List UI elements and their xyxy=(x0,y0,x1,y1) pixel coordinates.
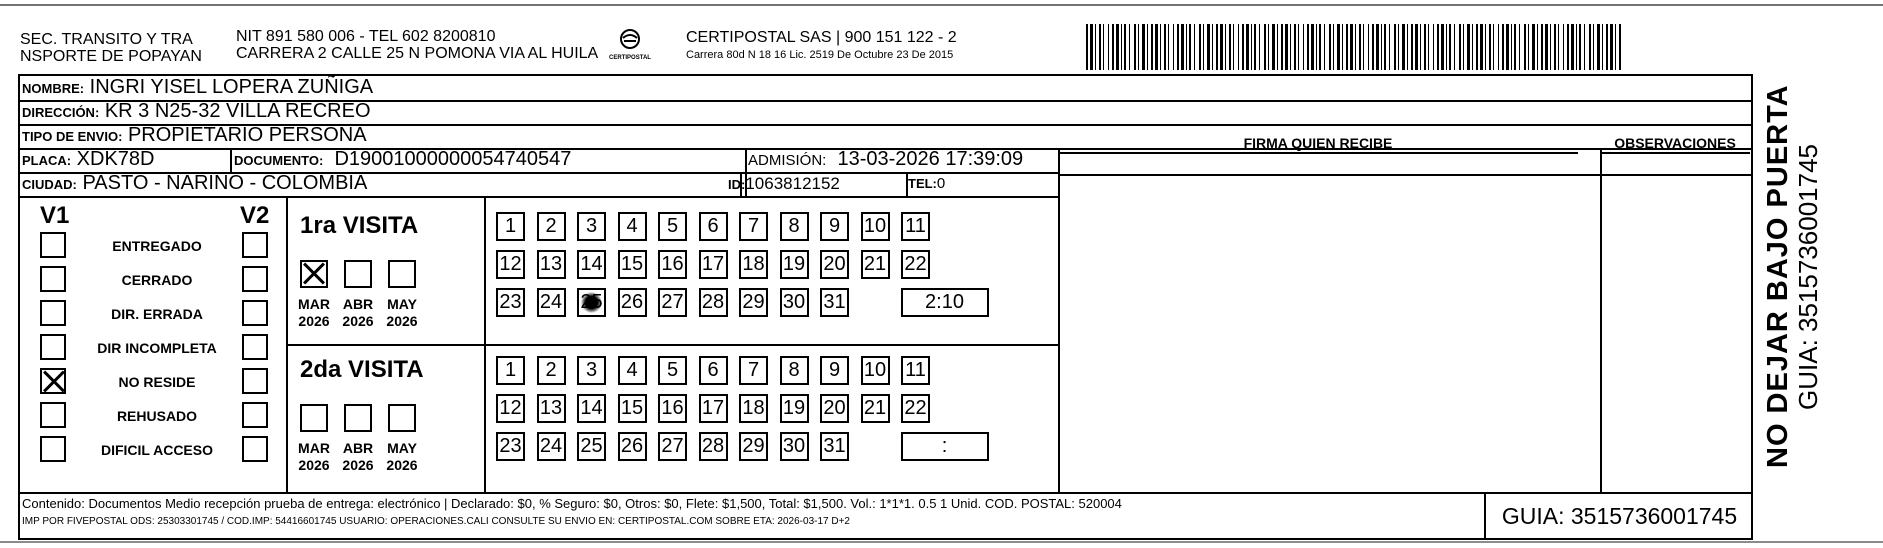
firma-header: FIRMA QUIEN RECIBE xyxy=(1243,135,1393,151)
day-box[interactable]: 11 xyxy=(901,212,930,241)
day-box[interactable]: 26 xyxy=(618,288,647,317)
v2-header: V2 xyxy=(240,202,270,229)
observaciones-header: OBSERVACIONES xyxy=(1614,135,1736,151)
v2-checkbox[interactable] xyxy=(242,334,268,360)
day-box[interactable]: 4 xyxy=(618,212,647,241)
month-label: MAY 2026 xyxy=(386,440,418,473)
day-box[interactable]: 13 xyxy=(537,250,566,279)
day-box[interactable]: 16 xyxy=(658,250,687,279)
day-box[interactable]: 25 xyxy=(577,288,606,317)
guia-box: GUIA: 3515736001745 xyxy=(1484,492,1753,540)
torn-edge-top xyxy=(0,0,1883,10)
day-box[interactable]: 2 xyxy=(537,212,566,241)
day-box[interactable]: 9 xyxy=(820,356,849,385)
day-box[interactable]: 22 xyxy=(901,394,930,423)
day-box[interactable]: 5 xyxy=(658,212,687,241)
ciudad-value: PASTO - NARINO - COLOMBIA xyxy=(82,172,368,194)
license-line: Carrera 80d N 18 16 Lic. 2519 De Octubre 23 De 2015 xyxy=(686,49,954,61)
day-box[interactable]: 20 xyxy=(820,394,849,423)
observaciones-area[interactable] xyxy=(1600,152,1750,488)
day-box[interactable]: 8 xyxy=(780,356,809,385)
day-box[interactable]: 7 xyxy=(739,356,768,385)
v2-checkbox[interactable] xyxy=(242,402,268,428)
v1-checkbox[interactable] xyxy=(40,368,66,394)
reason-label: DIR. ERRADA xyxy=(111,306,203,322)
day-box[interactable]: 2 xyxy=(537,356,566,385)
firma-area[interactable] xyxy=(1058,152,1578,488)
day-box[interactable]: 30 xyxy=(780,432,809,461)
time-box[interactable]: : xyxy=(901,432,989,461)
day-box[interactable]: 5 xyxy=(658,356,687,385)
nit-line: NIT 891 580 006 - TEL 602 8200810 xyxy=(236,28,496,45)
day-box[interactable]: 22 xyxy=(901,250,930,279)
tipo-envio-field: TIPO DE ENVIO: PROPIETARIO PERSONA xyxy=(22,124,367,146)
day-box[interactable]: 31 xyxy=(820,288,849,317)
month-checkbox[interactable] xyxy=(388,404,416,432)
day-box[interactable]: 31 xyxy=(820,432,849,461)
svg-text:CERTIPOSTAL: CERTIPOSTAL xyxy=(609,55,651,61)
v1-checkbox[interactable] xyxy=(40,266,66,292)
day-box[interactable]: 6 xyxy=(699,356,728,385)
day-box[interactable]: 21 xyxy=(861,394,890,423)
day-box[interactable]: 7 xyxy=(739,212,768,241)
day-box[interactable]: 17 xyxy=(699,250,728,279)
day-box[interactable]: 27 xyxy=(658,432,687,461)
day-box[interactable]: 20 xyxy=(820,250,849,279)
ciudad-field: CIUDAD: PASTO - NARINO - COLOMBIA xyxy=(22,172,368,194)
month-label: MAY 2026 xyxy=(386,296,418,329)
month-checkbox[interactable] xyxy=(300,260,328,288)
tel-value: 0 xyxy=(936,175,946,192)
v2-checkbox[interactable] xyxy=(242,300,268,326)
v2-checkbox[interactable] xyxy=(242,436,268,462)
day-box[interactable]: 18 xyxy=(739,250,768,279)
id-value: 1063812152 xyxy=(745,174,840,193)
day-box[interactable]: 3 xyxy=(577,356,606,385)
day-box[interactable]: 23 xyxy=(496,432,525,461)
documento-value: D19001000000054740547 xyxy=(334,148,572,170)
documento-field: DOCUMENTO: D19001000000054740547 xyxy=(234,148,572,170)
tel-field: TEL:0 xyxy=(908,175,946,192)
direccion-field: DIRECCIÓN: KR 3 N25-32 VILLA RECREO xyxy=(22,100,371,122)
month-checkbox[interactable] xyxy=(344,404,372,432)
v1-checkbox[interactable] xyxy=(40,334,66,360)
day-box[interactable]: 18 xyxy=(739,394,768,423)
day-box[interactable]: 15 xyxy=(618,394,647,423)
day-box[interactable]: 30 xyxy=(780,288,809,317)
address-line: CARRERA 2 CALLE 25 N POMONA VIA AL HUILA xyxy=(236,45,599,62)
day-box[interactable]: 12 xyxy=(496,250,525,279)
sender-name: SEC. TRANSITO Y TRA NSPORTE DE POPAYAN xyxy=(20,31,202,65)
day-box[interactable]: 24 xyxy=(537,432,566,461)
day-box[interactable]: 16 xyxy=(658,394,687,423)
day-box[interactable]: 28 xyxy=(699,288,728,317)
day-box[interactable]: 3 xyxy=(577,212,606,241)
day-box[interactable]: 27 xyxy=(658,288,687,317)
admision-field: ADMISIÓN: 13-03-2026 17:39:09 xyxy=(748,148,1024,170)
reason-label: ENTREGADO xyxy=(112,238,202,254)
month-checkbox[interactable] xyxy=(388,260,416,288)
v2-checkbox[interactable] xyxy=(242,232,268,258)
contenido-line: Contenido: Documentos Medio recepción prueba de entrega: electrónico | Declarado: $0, % Seguro: $0, Otros: $0, Flete: $1,500, Total: $1,500. Vol.: 1*1*1. 0.5 1 Unid. COD. POSTAL: 520004 xyxy=(22,496,1122,511)
month-label: ABR 2026 xyxy=(342,296,374,329)
certipostal-logo xyxy=(606,28,654,62)
day-box[interactable]: 1 xyxy=(496,212,525,241)
nombre-field: NOMBRE: INGRI YISEL LOPERA ZUÑIGA xyxy=(22,76,374,98)
day-box[interactable]: 12 xyxy=(496,394,525,423)
month-checkbox[interactable] xyxy=(300,404,328,432)
reason-label: DIFICIL ACCESO xyxy=(100,442,213,458)
day-box[interactable]: 19 xyxy=(780,250,809,279)
direccion-value: KR 3 N25-32 VILLA RECREO xyxy=(104,100,371,122)
reason-label: NO RESIDE xyxy=(118,374,196,390)
day-box[interactable]: 4 xyxy=(618,356,647,385)
visit2-title: 2da VISITA xyxy=(300,356,424,383)
day-box[interactable]: 26 xyxy=(618,432,647,461)
month-label: ABR 2026 xyxy=(342,440,374,473)
day-box[interactable]: 10 xyxy=(861,212,890,241)
reason-label: DIR INCOMPLETA xyxy=(97,340,217,356)
id-field: ID:1063812152 xyxy=(728,174,840,193)
day-box[interactable]: 25 xyxy=(577,432,606,461)
month-checkbox[interactable] xyxy=(344,260,372,288)
courier-line: CERTIPOSTAL SAS | 900 151 122 - 2 xyxy=(686,29,957,46)
sender-contact xyxy=(236,28,598,62)
day-box[interactable]: 29 xyxy=(739,432,768,461)
placa-field: PLACA: XDK78D xyxy=(22,148,155,170)
day-box[interactable]: 21 xyxy=(861,250,890,279)
day-box[interactable]: 13 xyxy=(537,394,566,423)
day-box[interactable]: 14 xyxy=(577,250,606,279)
day-box[interactable]: 10 xyxy=(861,356,890,385)
day-box[interactable]: 9 xyxy=(820,212,849,241)
reason-label: REHUSADO xyxy=(116,408,198,424)
day-box[interactable]: 15 xyxy=(618,250,647,279)
no-dejar-bajo-puerta: NO DEJAR BAJO PUERTA xyxy=(1762,84,1794,468)
day-box[interactable]: 6 xyxy=(699,212,728,241)
v1-checkbox[interactable] xyxy=(40,300,66,326)
day-box[interactable]: 29 xyxy=(739,288,768,317)
tipo-envio-value: PROPIETARIO PERSONA xyxy=(127,124,367,146)
imp-line: IMP POR FIVEPOSTAL ODS: 25303301745 / COD.IMP: 54416601745 USUARIO: OPERACIONES.CALI CONSULTE SU ENVIO EN: CERTIPOSTAL.COM SOBRE ETA: 2026-03-17 D+2 xyxy=(22,516,850,527)
v1-checkbox[interactable] xyxy=(40,436,66,462)
barcode xyxy=(1086,24,1622,70)
placa-value: XDK78D xyxy=(76,148,155,170)
day-box[interactable]: 1 xyxy=(496,356,525,385)
side-guia: GUIA: 3515736001745 xyxy=(1793,144,1823,410)
v2-checkbox[interactable] xyxy=(242,266,268,292)
visit1-title: 1ra VISITA xyxy=(300,212,419,239)
month-label: MAR 2026 xyxy=(298,296,330,329)
day-box[interactable]: 23 xyxy=(496,288,525,317)
day-box[interactable]: 24 xyxy=(537,288,566,317)
day-box[interactable]: 14 xyxy=(577,394,606,423)
admision-value: 13-03-2026 17:39:09 xyxy=(837,148,1024,170)
day-box[interactable]: 28 xyxy=(699,432,728,461)
time-box[interactable]: 2:10 xyxy=(901,288,989,317)
v2-checkbox[interactable] xyxy=(242,368,268,394)
reason-label: CERRADO xyxy=(121,272,193,288)
day-box[interactable]: 17 xyxy=(699,394,728,423)
v1-checkbox[interactable] xyxy=(40,232,66,258)
day-box[interactable]: 11 xyxy=(901,356,930,385)
day-box[interactable]: 8 xyxy=(780,212,809,241)
v1-header: V1 xyxy=(40,202,70,229)
nombre-value: INGRI YISEL LOPERA ZUÑIGA xyxy=(89,76,374,98)
month-label: MAR 2026 xyxy=(298,440,330,473)
day-box[interactable]: 19 xyxy=(780,394,809,423)
v1-checkbox[interactable] xyxy=(40,402,66,428)
